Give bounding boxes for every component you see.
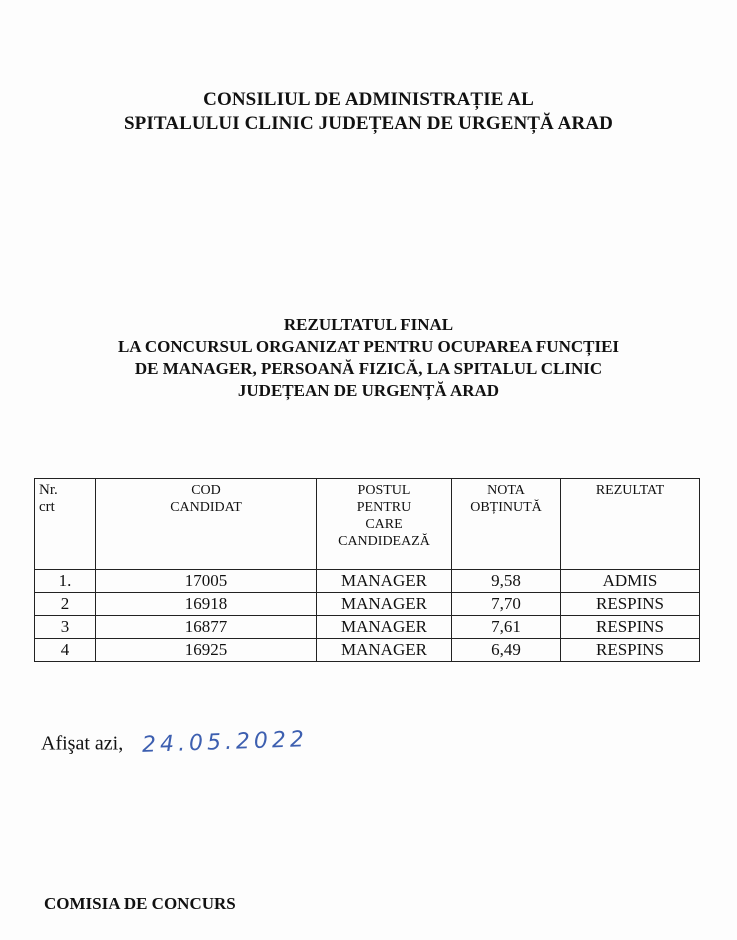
results-title-line4: JUDEȚEAN DE URGENȚĂ ARAD: [237, 381, 500, 400]
posted-date-line: [41, 727, 309, 759]
cell-nota: 9,58: [452, 570, 561, 593]
header-nota: [452, 479, 561, 570]
header-post-line3: CARE: [365, 517, 403, 532]
header-post-line2: PENTRU: [356, 500, 412, 515]
results-title-line2: LA CONCURSUL ORGANIZAT PENTRU OCUPAREA FUNCȚIEI: [117, 337, 620, 356]
cell-rezultat: ADMIS: [561, 570, 700, 593]
cell-rezultat: RESPINS: [561, 593, 700, 616]
cell-nr: 2: [35, 593, 96, 616]
cell-cod: 16918: [96, 593, 317, 616]
cell-nr: 1.: [35, 570, 96, 593]
header-rezultat: REZULTAT: [561, 479, 700, 570]
cell-rezultat: RESPINS: [561, 616, 700, 639]
header-nota-line1: NOTA: [487, 483, 525, 498]
handwritten-posted-date: 24.05.2022: [141, 727, 309, 759]
header-nota-line2: OBȚINUTĂ: [470, 500, 542, 515]
results-title-line1: REZULTATUL FINAL: [283, 315, 454, 334]
table-row: [35, 639, 700, 662]
header-cod-line1: COD: [191, 483, 221, 498]
council-heading-line2: SPITALULUI CLINIC JUDEȚEAN DE URGENȚĂ ARAD: [124, 113, 613, 134]
header-post-line4: CANDIDEAZĂ: [338, 534, 430, 549]
cell-cod: 16877: [96, 616, 317, 639]
cell-post: MANAGER: [317, 570, 452, 593]
header-nr-line2: crt: [39, 499, 55, 515]
cell-nr: 4: [35, 639, 96, 662]
cell-nota: 6,49: [452, 639, 561, 662]
cell-nota: 7,70: [452, 593, 561, 616]
header-cod-line2: CANDIDAT: [170, 500, 242, 515]
table-row: [35, 616, 700, 639]
header-postul: [317, 479, 452, 570]
cell-post: MANAGER: [317, 616, 452, 639]
council-heading-line1: CONSILIUL DE ADMINISTRAȚIE AL: [203, 89, 534, 110]
header-nr-line1: Nr.: [39, 482, 58, 498]
header-cod-candidat: [96, 479, 317, 570]
commission-signature-label: COMISIA DE CONCURS: [44, 894, 236, 913]
table-row: [35, 593, 700, 616]
cell-cod: 16925: [96, 639, 317, 662]
cell-nota: 7,61: [452, 616, 561, 639]
cell-post: MANAGER: [317, 593, 452, 616]
table-header-row: [35, 479, 700, 570]
header-post-line1: POSTUL: [357, 483, 411, 498]
cell-cod: 17005: [96, 570, 317, 593]
table-row: [35, 570, 700, 593]
cell-rezultat: RESPINS: [561, 639, 700, 662]
cell-post: MANAGER: [317, 639, 452, 662]
cell-nr: 3: [35, 616, 96, 639]
posted-label: Afişat azi,: [41, 732, 124, 755]
header-nr-crt: [35, 479, 96, 570]
results-title-line3: DE MANAGER, PERSOANĂ FIZICĂ, LA SPITALUL CLINIC: [134, 359, 603, 378]
results-table: [34, 478, 700, 662]
